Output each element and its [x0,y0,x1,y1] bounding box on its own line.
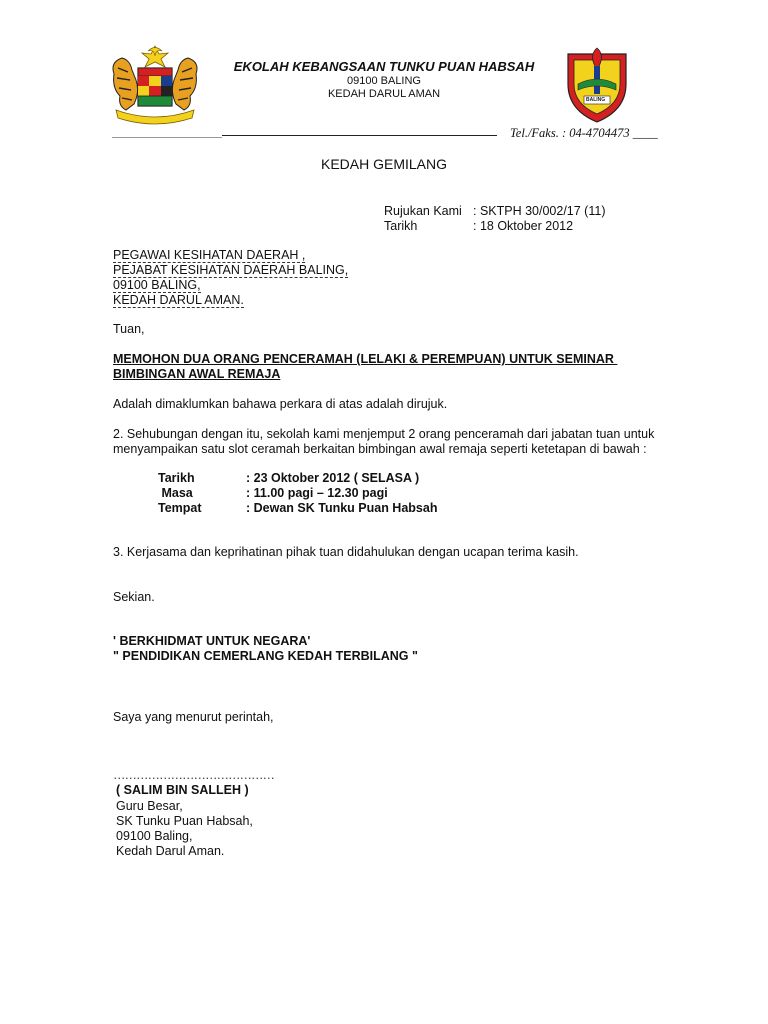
detail-value-tempat: : Dewan SK Tunku Puan Habsah [246,501,438,515]
telephone-fax: Tel./Faks. : 04-4704473 ____ [510,126,658,140]
signatory-name: ( SALIM BIN SALLEH ) [116,783,249,797]
recipient-line4: KEDAH DARUL AMAN. [113,293,244,307]
school-crest-icon [562,44,632,124]
obedient-line: Saya yang menurut perintah, [113,710,274,724]
recipient-line3: 09100 BALING, [113,278,201,292]
signatory-title: Guru Besar, [116,799,183,813]
recipient-block [113,248,348,308]
motto-pendidikan: " PENDIDIKAN CEMERLANG KEDAH TERBILANG " [113,649,418,663]
paragraph-2-line1: 2. Sehubungan dengan itu, sekolah kami menjemput 2 orang penceramah dari jabatan tuan untuk [113,427,655,441]
tarikh-value: : 18 Oktober 2012 [473,219,574,233]
tarikh-label: Tarikh [384,219,418,233]
detail-label-tempat: Tempat [158,501,202,515]
malaysia-coat-of-arms-icon [104,44,206,126]
slogan-kedah-gemilang: KEDAH GEMILANG [320,156,448,172]
recipient-line1: PEGAWAI KESIHATAN DAERAH , [113,248,306,262]
signatory-state: Kedah Darul Aman. [116,844,225,858]
motto-berkhidmat: ' BERKHIDMAT UNTUK NEGARA' [113,634,311,648]
header-rule-left [112,137,222,138]
subject-line1: MEMOHON DUA ORANG PENCERAMAH (LELAKI & PEREMPUAN) UNTUK SEMINAR [113,352,618,366]
closing-sekian: Sekian. [113,590,155,604]
school-crest-label: BALING [586,97,606,103]
signatory-org: SK Tunku Puan Habsah, [116,814,253,828]
rujukan-label: Rujukan Kami [384,204,462,218]
recipient-line2: PEJABAT KESIHATAN DAERAH BALING, [113,263,349,277]
detail-value-tarikh: : 23 Oktober 2012 ( SELASA ) [246,471,420,485]
signature-dotted-line: …………………………………… [113,768,274,782]
rujukan-value: : SKTPH 30/002/17 (11) [473,204,606,218]
subject-line2: BIMBINGAN AWAL REMAJA [113,367,281,381]
school-address-line2: KEDAH DARUL AMAN [327,88,441,100]
paragraph-1: Adalah dimaklumkan bahawa perkara di atas adalah dirujuk. [113,397,448,411]
paragraph-2-line2: menyampaikan satu slot ceramah berkaitan bimbingan awal remaja seperti ketetapan di bawah : [113,442,647,456]
detail-value-masa: : 11.00 pagi – 12.30 pagi [246,486,388,500]
school-name: EKOLAH KEBANGSAAN TUNKU PUAN HABSAH [233,59,535,74]
signatory-city: 09100 Baling, [116,829,193,843]
detail-label-masa: Masa [158,486,193,500]
school-address-line1: 09100 BALING [347,75,421,87]
detail-label-tarikh: Tarikh [158,471,195,485]
paragraph-3: 3. Kerjasama dan keprihatinan pihak tuan didahulukan dengan ucapan terima kasih. [113,545,579,559]
salutation: Tuan, [113,322,145,336]
header-rule-main [222,135,497,136]
